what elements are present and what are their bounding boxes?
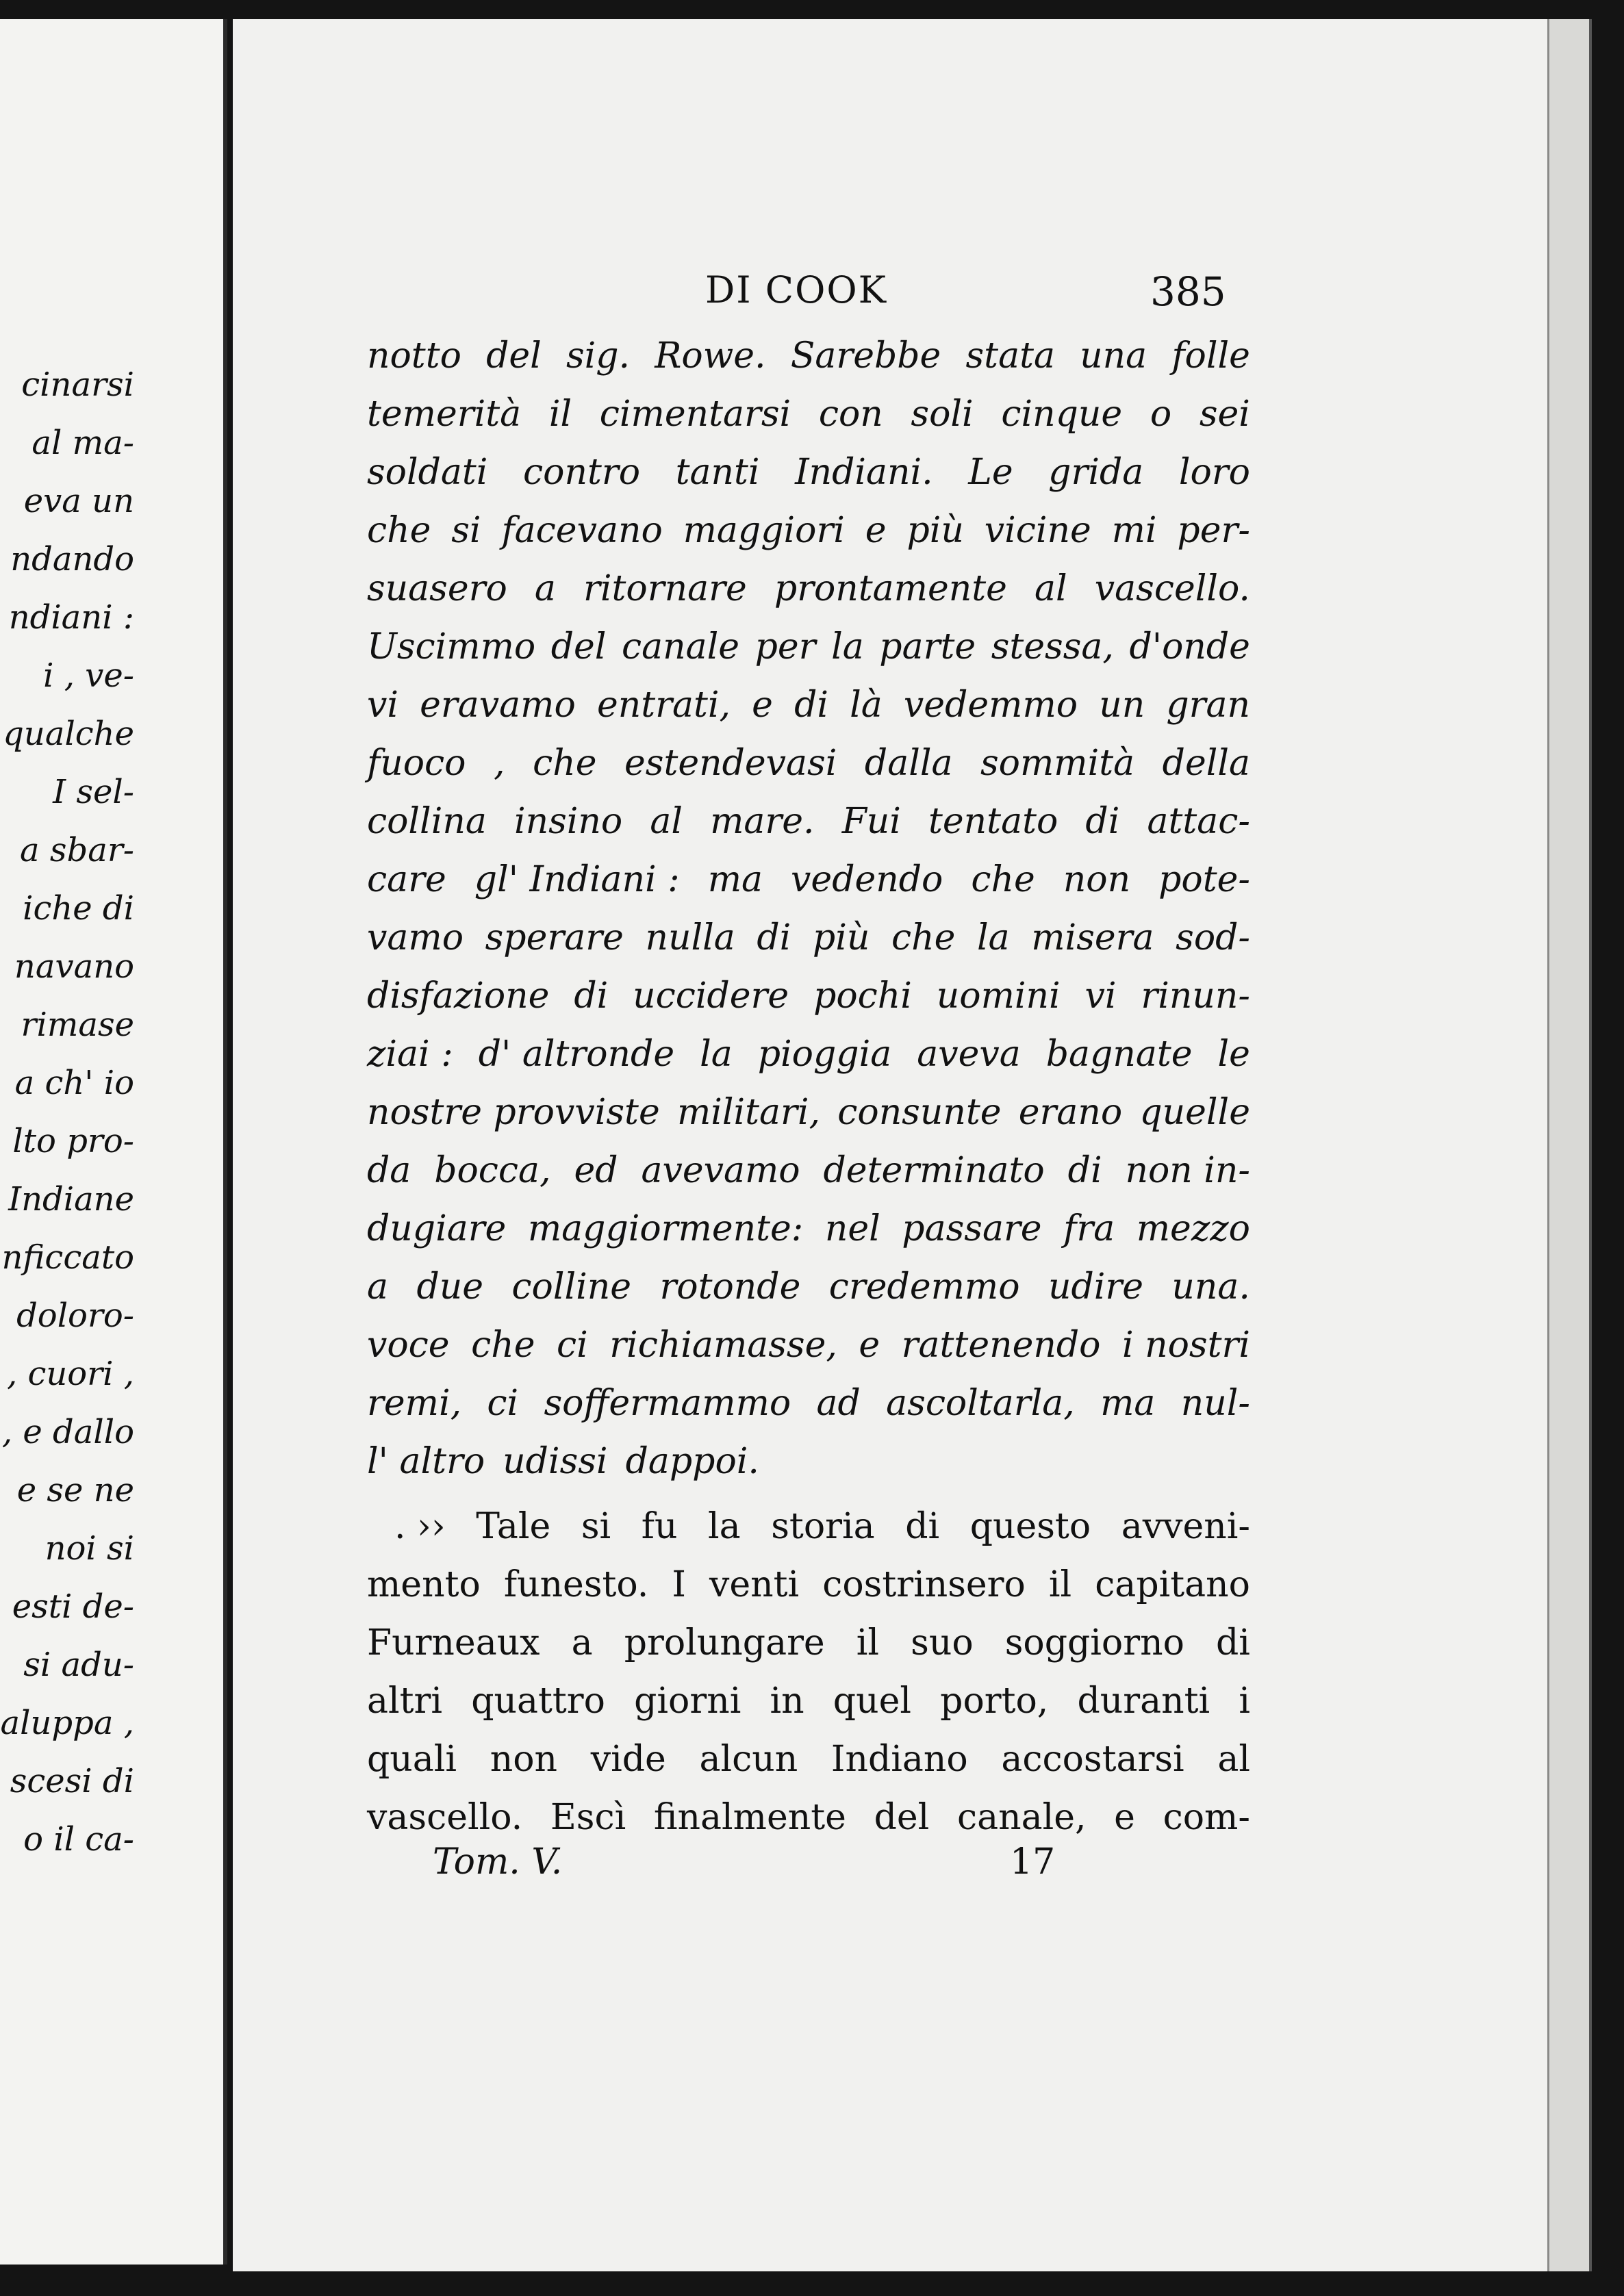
left-page-line: a ch' io [14, 1064, 134, 1102]
text-line [367, 1258, 1250, 1316]
word: nostre provviste [367, 1092, 660, 1133]
word: di [574, 975, 609, 1017]
word: collina [367, 801, 487, 842]
text-line [367, 618, 1250, 676]
word: remi, [367, 1383, 462, 1424]
word: Sarebbe [790, 335, 941, 377]
word: che [891, 917, 956, 958]
text-line [367, 1672, 1250, 1731]
word: vascello. [1094, 568, 1250, 609]
text-line [367, 1498, 1250, 1556]
word: di [794, 685, 828, 726]
word: altri [367, 1681, 443, 1722]
word: dappoi. [625, 1441, 759, 1482]
word: Rowe. [655, 335, 766, 377]
word: i nostri [1121, 1325, 1250, 1366]
word: e [752, 685, 773, 726]
word: ziai : [367, 1034, 453, 1075]
word: avevamo [641, 1150, 800, 1191]
word: nel [824, 1208, 880, 1249]
word: ma [1100, 1383, 1156, 1424]
text-line [367, 1375, 1250, 1433]
text-line [367, 1433, 1250, 1491]
text-line [367, 1789, 1250, 1847]
left-page-line: e se ne [16, 1471, 134, 1509]
word: due [416, 1266, 483, 1308]
word: una. [1171, 1266, 1250, 1308]
word: pochi [813, 975, 912, 1017]
word: ritornare [583, 568, 747, 609]
left-page-line: , e dallo [1, 1413, 134, 1451]
word: che [533, 743, 597, 784]
word: d'onde [1129, 626, 1250, 667]
word: o [1150, 394, 1172, 435]
word: consunte [837, 1092, 1002, 1133]
word: uomini [936, 975, 1061, 1017]
page-edge [1547, 19, 1592, 2271]
word: notto [367, 335, 461, 377]
word: credemmo [828, 1266, 1020, 1308]
word: pioggia [757, 1034, 892, 1075]
word: Fui [841, 801, 901, 842]
word: il [548, 394, 572, 435]
word: costrinsero [822, 1564, 1026, 1605]
word: canale [622, 626, 740, 667]
word: i [1239, 1681, 1250, 1722]
word: Le [968, 452, 1013, 493]
word: si [451, 510, 481, 551]
word: fra [1063, 1208, 1115, 1249]
word: al [1035, 568, 1067, 609]
word: misera [1031, 917, 1154, 958]
text-line [367, 444, 1250, 502]
text-line [367, 1025, 1250, 1084]
word: venti [709, 1564, 800, 1605]
word: a [534, 568, 556, 609]
word: fu [641, 1506, 678, 1547]
left-page-line: navano [14, 947, 134, 986]
word: stata [965, 335, 1055, 377]
left-page-line: qualche [3, 715, 134, 753]
word: prontamente [774, 568, 1007, 609]
left-page-line: a sbar- [19, 831, 134, 869]
word: di [1067, 1150, 1102, 1191]
word: richiamasse, [609, 1325, 837, 1366]
page-number: 385 [1150, 268, 1226, 315]
left-page-line: al ma- [31, 424, 134, 462]
word: vicine [984, 510, 1091, 551]
left-page-line: doloro- [16, 1297, 134, 1335]
word: là [850, 685, 883, 726]
left-page-line: , cuori , [6, 1355, 134, 1393]
word: a [571, 1622, 593, 1663]
word: I [672, 1564, 686, 1605]
word: determinato [823, 1150, 1045, 1191]
word: che [367, 510, 431, 551]
word: la [976, 917, 1010, 958]
sheet-number: 17 [1010, 1841, 1056, 1883]
word: del [550, 626, 607, 667]
text-line [367, 851, 1250, 909]
word: eravamo [420, 685, 576, 726]
word: da [367, 1150, 411, 1191]
word: gran [1166, 685, 1250, 726]
word: non [1063, 859, 1131, 900]
word: vide [590, 1739, 666, 1780]
word: di [1085, 801, 1120, 842]
word: quattro [471, 1681, 605, 1722]
signature-mark: Tom. V. [433, 1841, 563, 1883]
word: fuoco [367, 743, 466, 784]
word: nulla [645, 917, 735, 958]
left-page-line: cinarsi [21, 366, 134, 404]
word: Tale [476, 1506, 551, 1547]
word: pote- [1158, 859, 1250, 900]
word: colline [511, 1266, 632, 1308]
word: ci [487, 1383, 519, 1424]
word: nul- [1180, 1383, 1250, 1424]
word: non [490, 1739, 558, 1780]
word: Uscimmo [367, 626, 536, 667]
word: tanti [675, 452, 760, 493]
word: soldati [367, 452, 488, 493]
text-line [367, 1316, 1250, 1375]
word: la [831, 626, 864, 667]
text-line [367, 735, 1250, 793]
word: bocca, [434, 1150, 551, 1191]
word: mi [1111, 510, 1157, 551]
left-page-line: noi si [45, 1529, 134, 1568]
word: le [1217, 1034, 1250, 1075]
word: vedemmo [903, 685, 1078, 726]
word: sei [1199, 394, 1250, 435]
word: ci [556, 1325, 588, 1366]
left-page-line: lto pro- [12, 1122, 134, 1160]
word: duranti [1077, 1681, 1210, 1722]
word: loro [1178, 452, 1250, 493]
word: canale, [956, 1797, 1087, 1838]
word: una [1080, 335, 1147, 377]
word: dalla [864, 743, 953, 784]
word: , [494, 743, 505, 784]
word: ascoltarla, [886, 1383, 1075, 1424]
word: gl' Indiani : [474, 859, 680, 900]
word: questo [969, 1506, 1091, 1547]
word: di [905, 1506, 940, 1547]
word: estendevasi [624, 743, 837, 784]
word: porto, [940, 1681, 1049, 1722]
word: cimentarsi [599, 394, 791, 435]
word: ma [707, 859, 763, 900]
word: Indiani. [795, 452, 933, 493]
word: grida [1048, 452, 1144, 493]
word: disfazione [367, 975, 550, 1017]
word: dugiare [367, 1208, 507, 1249]
word: rattenendo [901, 1325, 1101, 1366]
word: che [471, 1325, 535, 1366]
word: accostarsi [1001, 1739, 1184, 1780]
word: sperare [485, 917, 624, 958]
left-page-line: nficcato [1, 1238, 134, 1277]
word: temerità [367, 394, 522, 435]
text-line [367, 1142, 1250, 1200]
word: quali [367, 1739, 457, 1780]
word: il [1048, 1564, 1072, 1605]
word: sommità [980, 743, 1135, 784]
left-page-line: i , ve- [43, 656, 134, 695]
body-text [367, 327, 1250, 1847]
left-page-line: Indiane [8, 1180, 134, 1219]
word: prolungare [624, 1622, 825, 1663]
word: più [812, 917, 870, 958]
word: d' altronde [478, 1034, 675, 1075]
text-line [367, 676, 1250, 735]
word: del [486, 335, 542, 377]
left-page-line: iche di [23, 889, 134, 928]
word: Escì [550, 1797, 626, 1838]
text-line [367, 793, 1250, 851]
word: sig. [566, 335, 631, 377]
word: per- [1177, 510, 1250, 551]
word: al [650, 801, 683, 842]
text-line [367, 909, 1250, 967]
word: bagnate [1045, 1034, 1193, 1075]
text-line [367, 1556, 1250, 1614]
word: un [1099, 685, 1145, 726]
word: insino [513, 801, 623, 842]
word: passare [902, 1208, 1042, 1249]
word: sod- [1176, 917, 1250, 958]
left-page-line: aluppa , [0, 1704, 134, 1742]
word: udissi [503, 1441, 608, 1482]
word: voce [367, 1325, 450, 1366]
text-line [367, 560, 1250, 618]
word: mare. [710, 801, 815, 842]
word: vascello. [367, 1797, 523, 1838]
word: quelle [1139, 1092, 1250, 1133]
word: udire [1048, 1266, 1143, 1308]
word: la [708, 1506, 741, 1547]
word: della [1162, 743, 1250, 784]
text-line [367, 1731, 1250, 1789]
word: uccidere [633, 975, 789, 1017]
word: rinun- [1141, 975, 1250, 1017]
word: com- [1163, 1797, 1250, 1838]
word: suo [911, 1622, 974, 1663]
word: soffermammo [544, 1383, 791, 1424]
word: storia [771, 1506, 875, 1547]
text-line [367, 327, 1250, 385]
word: attac- [1147, 801, 1250, 842]
word: avveni- [1121, 1506, 1250, 1547]
left-page-fragment [0, 19, 227, 2265]
word: la [700, 1034, 733, 1075]
word: aveva [917, 1034, 1021, 1075]
word: di [1216, 1622, 1250, 1663]
word: contro [523, 452, 641, 493]
word: parte [879, 626, 976, 667]
word: maggiormente: [527, 1208, 804, 1249]
word: tentato [928, 801, 1058, 842]
text-line [367, 1084, 1250, 1142]
word: a [367, 1266, 389, 1308]
left-page-line: si adu- [23, 1646, 134, 1684]
word: giorni [634, 1681, 741, 1722]
text-line [367, 1200, 1250, 1258]
word: con [818, 394, 883, 435]
word: suasero [367, 568, 507, 609]
word: vedendo [791, 859, 943, 900]
running-head: DI COOK [705, 268, 887, 311]
word: del [874, 1797, 930, 1838]
word: facevano [501, 510, 663, 551]
word: al [1217, 1739, 1250, 1780]
word: e [859, 1325, 880, 1366]
word: alcun [699, 1739, 798, 1780]
text-line [367, 502, 1250, 560]
word: militari, [676, 1092, 821, 1133]
word: funesto. [503, 1564, 649, 1605]
word: finalmente [653, 1797, 846, 1838]
left-page-line: eva un [23, 482, 134, 520]
word: Furneaux [367, 1622, 540, 1663]
left-page-line: rimase [21, 1006, 134, 1044]
word: entrati, [596, 685, 731, 726]
left-page-line: esti de- [12, 1587, 134, 1626]
word: soggiorno [1004, 1622, 1184, 1663]
word: vi [367, 685, 399, 726]
word: Indiano [830, 1739, 968, 1780]
word: si [581, 1506, 611, 1547]
word: . ›› [394, 1506, 446, 1547]
left-page-line: scesi di [10, 1762, 134, 1800]
text-line [367, 1614, 1250, 1672]
text-line [367, 967, 1250, 1025]
left-page-line: o il ca- [23, 1820, 134, 1859]
word: ad [816, 1383, 861, 1424]
word: l' altro [367, 1441, 485, 1482]
text-line [367, 385, 1250, 444]
word: maggiori [683, 510, 845, 551]
word: rotonde [659, 1266, 801, 1308]
word: capitano [1095, 1564, 1250, 1605]
word: soli [911, 394, 974, 435]
word: e [865, 510, 887, 551]
left-page-line: ndiani : [8, 598, 134, 637]
word: quel [833, 1681, 911, 1722]
word: in [770, 1681, 804, 1722]
word: stessa, [991, 626, 1114, 667]
word: mezzo [1136, 1208, 1250, 1249]
word: folle [1171, 335, 1250, 377]
word: vamo [367, 917, 464, 958]
word: non in- [1125, 1150, 1250, 1191]
word: ed [574, 1150, 618, 1191]
word: più [906, 510, 964, 551]
word: vi [1084, 975, 1117, 1017]
word: care [367, 859, 446, 900]
word: di [757, 917, 791, 958]
left-page-line: I sel- [53, 773, 134, 811]
word: il [856, 1622, 880, 1663]
word: cinque [1001, 394, 1123, 435]
word: per [754, 626, 816, 667]
left-page-text [0, 356, 134, 1869]
word: e [1114, 1797, 1135, 1838]
word: erano [1018, 1092, 1123, 1133]
left-page-line: ndando [10, 540, 134, 578]
word: che [971, 859, 1035, 900]
word: mento [367, 1564, 481, 1605]
